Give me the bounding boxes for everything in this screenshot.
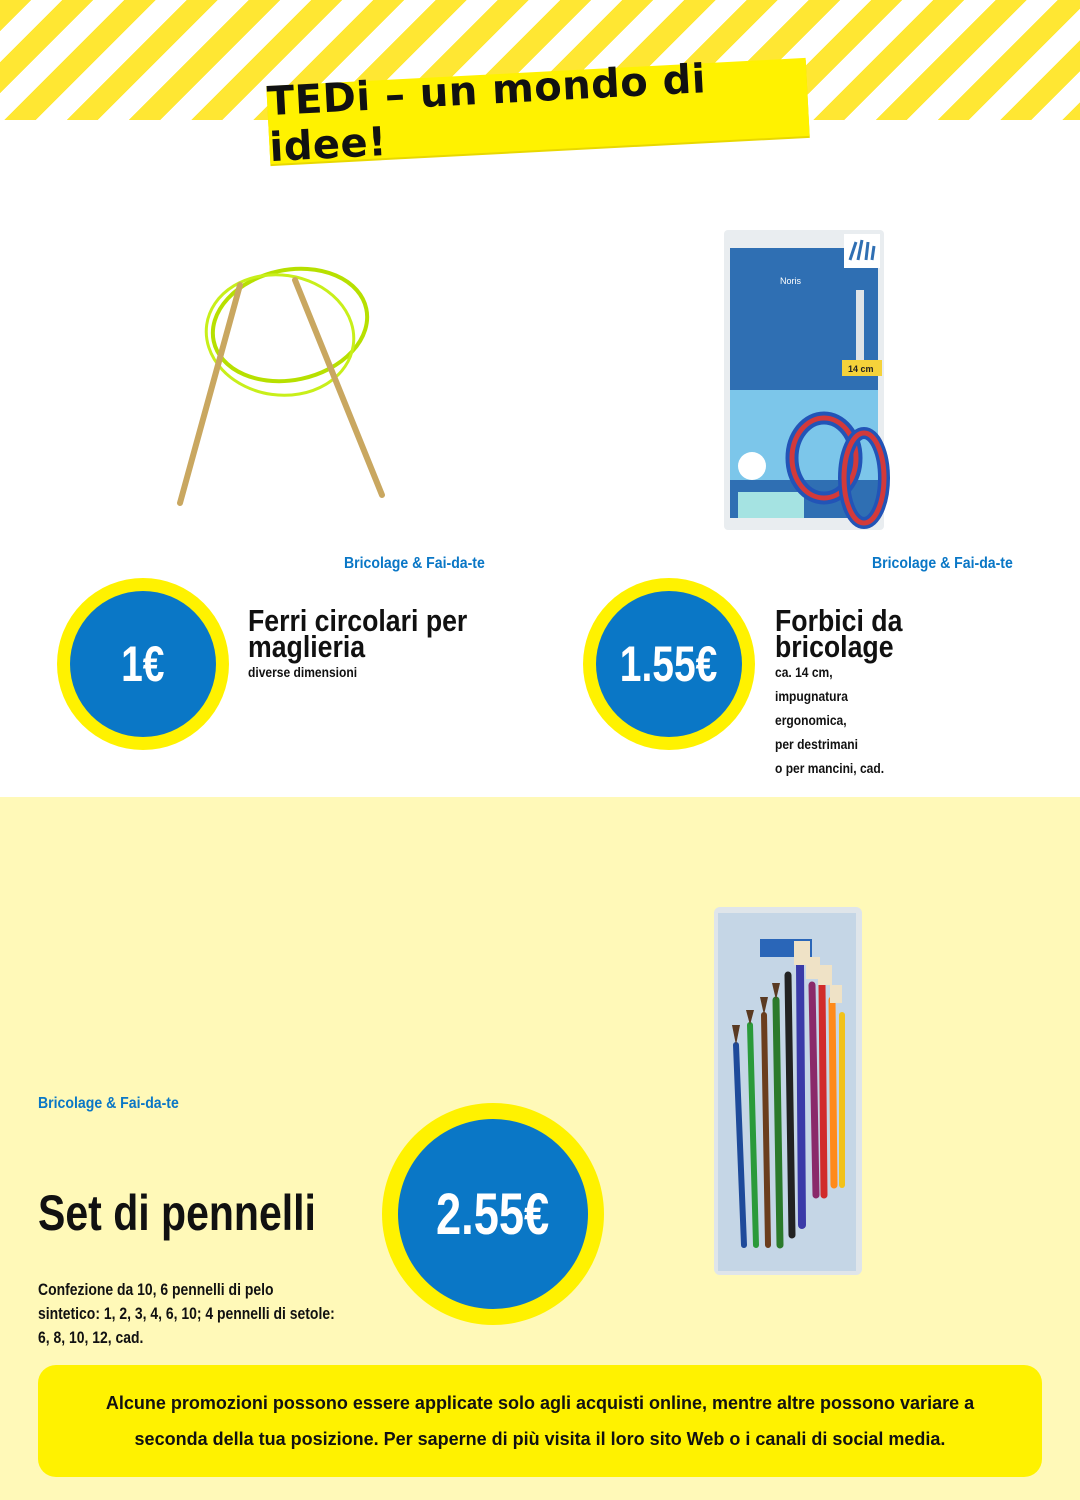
product-description: ca. 14 cm, impugnatura ergonomica, per destrimani o per mancini, cad. [775, 664, 885, 776]
circular-knitting-needles-icon [170, 255, 400, 515]
price-badge [583, 578, 755, 750]
price-badge [382, 1103, 604, 1325]
notice-text: Alcune promozioni possono essere applicate solo agli acquisti online, mentre altre possono variare a seconda della tua posizione. Per saperne di più visita il loro sito Web o i canali di social media. [105, 1393, 975, 1449]
package-size: 14 cm [848, 364, 874, 374]
product-category: Bricolage & Fai-da-te [872, 555, 1013, 572]
product-category: Bricolage & Fai-da-te [344, 555, 485, 572]
price-value: 1.55€ [620, 636, 718, 692]
promotion-notice [38, 1365, 1042, 1477]
price-value: 2.55€ [436, 1181, 550, 1247]
banner-title: TEDi – un mondo di idee! [265, 56, 708, 172]
price-value: 1€ [121, 636, 165, 692]
product-title: Ferri circolari per maglieria [248, 603, 468, 665]
product-category: Bricolage & Fai-da-te [38, 1095, 179, 1112]
price-badge [57, 578, 229, 750]
scissors-package-icon [724, 230, 894, 542]
product-description: diverse dimensioni [248, 664, 358, 680]
product-description: Confezione da 10, 6 pennelli di pelo sintetico: 1, 2, 3, 4, 6, 10; 4 pennelli di setole: 6, 8, 10, 12, cad. [38, 1280, 335, 1347]
product-title: Forbici da bricolage [775, 603, 903, 665]
product-title: Set di pennelli [38, 1185, 316, 1241]
package-brand: Noris [780, 276, 802, 286]
paint-brush-set-icon [710, 905, 866, 1280]
